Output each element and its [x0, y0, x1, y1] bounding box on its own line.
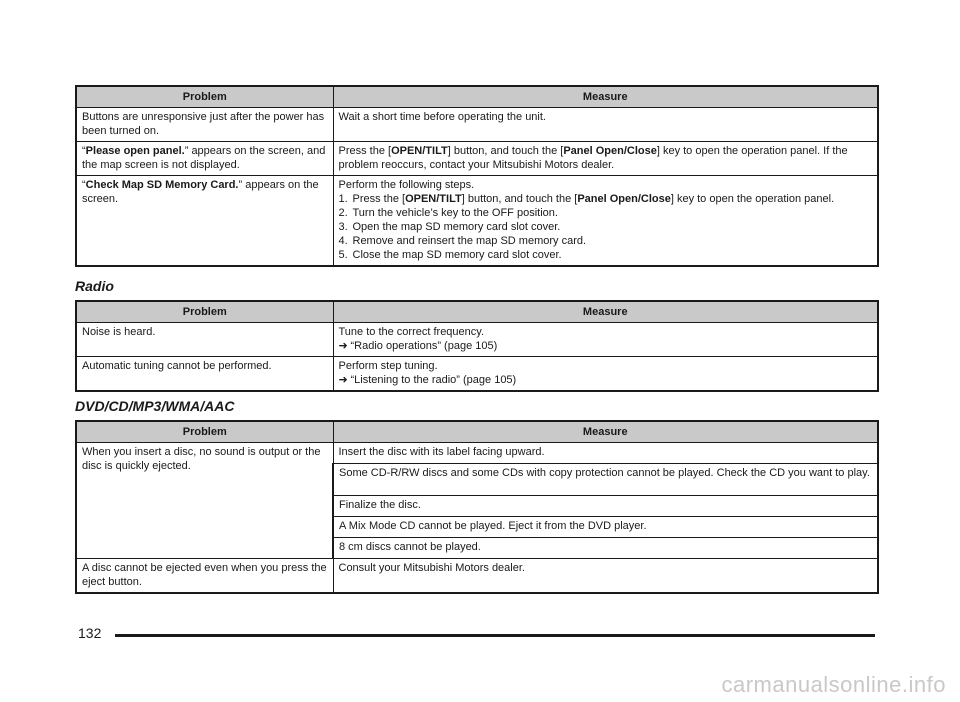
table-row [76, 443, 878, 464]
table-header-row [76, 301, 878, 323]
measure-cell: Consult your Mitsubishi Motors dealer. [333, 559, 878, 594]
step-item [339, 220, 873, 234]
step-number: 5. [338, 249, 348, 261]
quote-open: “ [82, 145, 86, 157]
measure-cell [333, 323, 878, 357]
table-row [76, 559, 878, 594]
step-item [339, 248, 873, 262]
column-header-measure: Measure [333, 421, 878, 443]
arrow-right-icon: ➜ [338, 374, 348, 386]
table-row [76, 323, 878, 357]
step-item [339, 192, 873, 206]
problem-cell: Noise is heard. [76, 323, 333, 357]
steps-intro: Perform the following steps. [338, 179, 475, 191]
section-title-radio: Radio [75, 278, 114, 294]
table-header-row [76, 86, 878, 108]
troubleshooting-table-general [75, 85, 879, 267]
key-name: Panel Open/Close [563, 145, 657, 157]
problem-cell [76, 142, 333, 176]
problem-cell: When you insert a disc, no sound is output or the disc is quickly ejected. [76, 443, 333, 559]
measure-cell: 8 cm discs cannot be played. [333, 538, 878, 559]
step-text: Remove and reinsert the map SD memory card. [352, 235, 587, 247]
section-title-dvd: DVD/CD/MP3/WMA/AAC [75, 398, 235, 414]
table-row [76, 176, 878, 267]
column-header-measure: Measure [333, 86, 878, 108]
reference-text: “Listening to the radio” (page 105) [350, 374, 517, 386]
key-name: Panel Open/Close [577, 193, 671, 205]
problem-cell [76, 176, 333, 267]
quote-open: “ [82, 179, 86, 191]
button-name: OPEN/TILT [405, 193, 462, 205]
watermark: carmanualsonline.info [721, 672, 946, 697]
problem-cell: Automatic tuning cannot be performed. [76, 357, 333, 392]
measure-cell [333, 357, 878, 392]
step-item [339, 234, 873, 248]
problem-cell: A disc cannot be ejected even when you press the eject button. [76, 559, 333, 594]
step-text: Close the map SD memory card slot cover. [352, 249, 562, 261]
footer-rule [115, 634, 875, 637]
step-number: 3. [338, 221, 348, 233]
step-text: Press the [ [352, 193, 406, 205]
measure-text: Press the [ [338, 145, 392, 157]
page-reference [339, 373, 873, 387]
screen-message: Please open panel. [85, 145, 185, 157]
page-number: 132 [78, 625, 102, 641]
column-header-problem: Problem [76, 301, 333, 323]
table-row [76, 357, 878, 392]
measure-text: ] key to open the operation panel. If the problem reoccurs, contact your Mitsubishi Motors dealer. [338, 145, 848, 171]
troubleshooting-table-radio [75, 300, 879, 392]
page-reference [339, 339, 873, 353]
table-row [76, 142, 878, 176]
screen-message: Check Map SD Memory Card. [85, 179, 239, 191]
measure-cell: Some CD-R/RW discs and some CDs with copy protection cannot be played. Check the CD you want to play. [333, 464, 878, 496]
column-header-measure: Measure [333, 301, 878, 323]
troubleshooting-table-dvd [75, 420, 879, 594]
measure-cell: A Mix Mode CD cannot be played. Eject it from the DVD player. [333, 517, 878, 538]
step-text: Open the map SD memory card slot cover. [352, 221, 561, 233]
step-number: 4. [338, 235, 348, 247]
step-number: 2. [338, 207, 348, 219]
step-item [339, 206, 873, 220]
problem-cell: Buttons are unresponsive just after the power has been turned on. [76, 108, 333, 142]
steps-list [339, 192, 873, 262]
column-header-problem: Problem [76, 421, 333, 443]
step-text: Turn the vehicle’s key to the OFF position. [352, 207, 558, 219]
step-text: ] key to open the operation panel. [670, 193, 835, 205]
problem-text: ” appears on the screen, and the map screen is not displayed. [82, 145, 326, 171]
table-header-row [76, 421, 878, 443]
measure-cell: Insert the disc with its label facing upward. [333, 443, 878, 464]
reference-text: “Radio operations” (page 105) [350, 340, 498, 352]
step-text: ] button, and touch the [ [461, 193, 578, 205]
measure-cell: Finalize the disc. [333, 496, 878, 517]
measure-text: Tune to the correct frequency. [338, 326, 485, 338]
measure-cell [333, 176, 878, 267]
problem-text: ” appears on the screen. [82, 179, 319, 205]
measure-cell [333, 142, 878, 176]
arrow-right-icon: ➜ [338, 340, 348, 352]
button-name: OPEN/TILT [391, 145, 448, 157]
measure-text: Perform step tuning. [338, 360, 438, 372]
measure-cell: Wait a short time before operating the unit. [333, 108, 878, 142]
table-row [76, 108, 878, 142]
measure-text: ] button, and touch the [ [447, 145, 564, 157]
column-header-problem: Problem [76, 86, 333, 108]
step-number: 1. [338, 193, 348, 205]
